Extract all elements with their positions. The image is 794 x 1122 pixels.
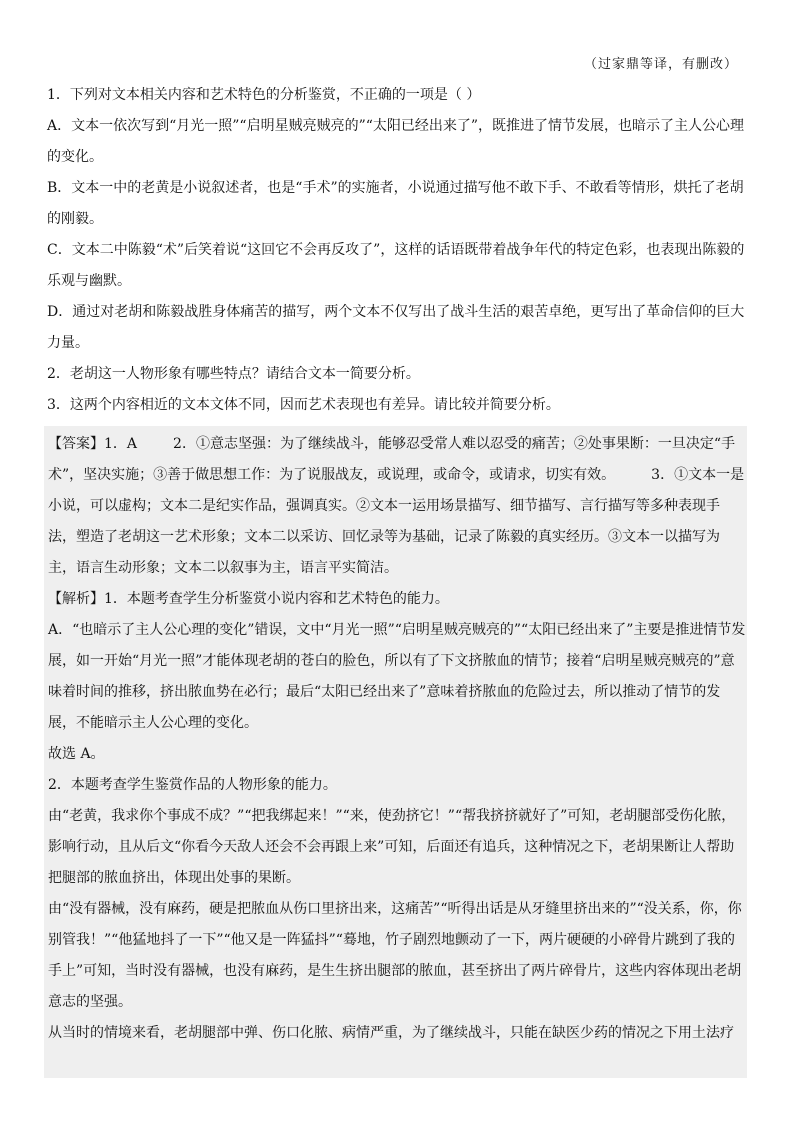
question-1-option-c: C．文本二中陈毅“术”后笑着说“这回它不会再反攻了”，这样的话语既带着战争年代的特定色彩，也表现出陈毅的乐观与幽默。 — [47, 242, 745, 289]
answer-tag: 【答案】 — [48, 436, 104, 452]
answer-2: 2．①意志坚强：为了继续战斗，能够忍受常人难以忍受的痛苦；②处事果断：一旦决定“手术”，坚决实施；③善于做思想工作：为了说服战友，或说理，或命令，或请求，切实有效。 — [48, 436, 736, 483]
analysis-heading-line — [48, 584, 747, 615]
answer-1: 1．A — [104, 436, 138, 452]
question-3: 3．这两个内容相近的文本文体不同，因而艺术表现也有差异。请比较并简要分析。 — [47, 397, 560, 413]
analysis-para-4: 2．本题考查学生鉴赏作品的人物形象的能力。 — [48, 777, 337, 793]
analysis-para-6: 由“没有器械，没有麻药，硬是把脓血从伤口里挤出来，这痛苦”“听得出话是从牙缝里挤出来的”“没关系，你，你别管我！”“他猛地抖了一下”“他又是一阵猛抖”“蓦地，竹子剧烈地颤动了一下，两片硬硬的小碎骨片跳到了我的手上”可知，当时没有器械，也没有麻药，是生生挤出腿部的脓血，甚至挤出了两片碎骨片，这些内容体现出老胡意志的坚强。 — [48, 901, 742, 1010]
answer-paragraph — [48, 429, 747, 584]
answer-box — [44, 426, 747, 1078]
analysis-para-3: 故选 A。 — [48, 746, 105, 762]
analysis-tag: 【解析】 — [48, 591, 104, 607]
question-1-option-a: A．文本一依次写到“月光一照”“启明星贼亮贼亮的”“太阳已经出来了”，既推进了情节发展，也暗示了主人公心理的变化。 — [47, 118, 745, 165]
question-1-option-d: D．通过对老胡和陈毅战胜身体痛苦的描写，两个文本不仅写出了战斗生活的艰苦卓绝，更写出了革命信仰的巨大力量。 — [47, 304, 745, 351]
analysis-para-1: 1．本题考查学生分析鉴赏小说内容和艺术特色的能力。 — [104, 591, 449, 607]
question-section — [47, 80, 747, 421]
question-2: 2．老胡这一人物形象有哪些特点？请结合文本一简要分析。 — [47, 366, 420, 382]
source-note: （过家鼎等译，有删改） — [583, 57, 738, 72]
answer-3: 3．①文本一是小说，可以虚构；文本二是纪实作品，强调真实。②文本一运用场景描写、细节描写、言行描写等多种表现手法，塑造了老胡这一艺术形象；文本二以采访、回忆录等为基础，记录了陈毅的真实经历。③文本一以描写为主，语言生动形象；文本二以叙事为主，语言平实简洁。 — [48, 467, 745, 576]
analysis-para-7: 从当时的情境来看，老胡腿部中弹、伤口化脓、病情严重，为了继续战斗，只能在缺医少药的情况之下用土法疗 — [48, 1025, 734, 1041]
question-1-stem: 1．下列对文本相关内容和艺术特色的分析鉴赏，不正确的一项是（ ） — [47, 87, 481, 103]
analysis-para-5: 由“老黄，我求你个事成不成？”“把我绑起来！”“来，使劲挤它！”“帮我挤挤就好了”可知，老胡腿部受伤化脓，影响行动，且从后文“你看今天敌人还会不会再跟上来”可知，后面还有追兵，这种情况之下，老胡果断让人帮助把腿部的脓血挤出，体现出处事的果断。 — [48, 808, 736, 886]
question-1-option-b: B．文本一中的老黄是小说叙述者，也是“手术”的实施者，小说通过描写他不敢下手、不敢看等情形，烘托了老胡的刚毅。 — [47, 180, 744, 227]
analysis-para-2: A．“也暗示了主人公心理的变化”错误，文中“月光一照”“启明星贼亮贼亮的”“太阳已经出来了”主要是推进情节发展，如一开始“月光一照”才能体现老胡的苍白的脸色，所以有了下文挤脓血的情节；接着“启明星贼亮贼亮的”意味着时间的推移，挤出脓血势在必行；最后“太阳已经出来了”意味着挤脓血的危险过去，所以推动了情节的发展，不能暗示主人公心理的变化。 — [48, 622, 746, 731]
